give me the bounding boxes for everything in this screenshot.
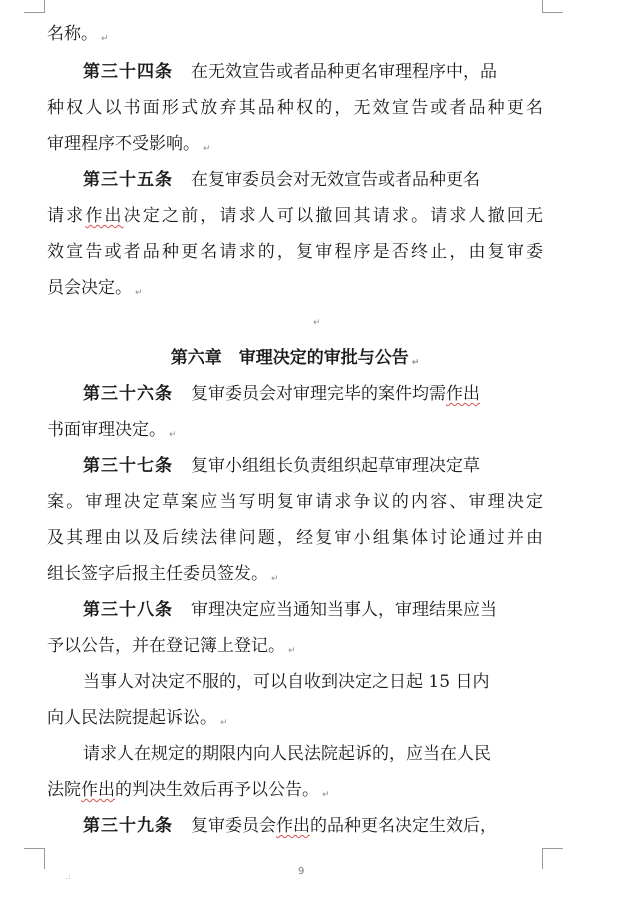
spellcheck-underline: 作出 xyxy=(85,206,124,226)
article-37-label: 第三十七条 xyxy=(83,456,173,476)
paragraph-mark-icon: ↵ xyxy=(271,574,279,584)
paragraph-mark-icon: ↵ xyxy=(169,430,177,440)
article-37-line-2: 案。审理决定草案应当写明复审请求争议的内容、审理决定 xyxy=(47,492,543,512)
article-38-line-2: 予以公告，并在登记簿上登记。 ↵ xyxy=(47,636,296,656)
paragraph-mark-icon: ↵ xyxy=(322,790,330,800)
article-39-label: 第三十九条 xyxy=(83,816,173,836)
paragraph-mark-icon: ↵ xyxy=(288,646,296,656)
chapter-6-heading: 第六章 审理决定的审批与公告 ↵ xyxy=(170,348,420,368)
article-34-line-3: 审理程序不受影响。 ↵ xyxy=(47,134,211,154)
article-34-label: 第三十四条 xyxy=(83,62,173,82)
margin-corner-top-left xyxy=(24,0,45,13)
article-34-line-2: 种权人以书面形式放弃其品种权的，无效宣告或者品种更名 xyxy=(47,98,543,118)
empty-paragraph-mark-icon: ↵ xyxy=(313,318,321,328)
paragraph-mark-icon: ↵ xyxy=(101,34,109,44)
article-35-line-1: 第三十五条 在复审委员会对无效宣告或者品种更名 xyxy=(83,170,480,190)
article-36-line-1: 第三十六条 复审委员会对审理完毕的案件均需作出 xyxy=(83,384,480,404)
article-38-line-1: 第三十八条 审理决定应当通知当事人，审理结果应当 xyxy=(83,600,497,620)
page-number: 9 xyxy=(298,866,305,877)
article-37-line-1: 第三十七条 复审小组组长负责组织起草审理决定草 xyxy=(83,456,480,476)
court-paragraph-1-line-2: 向人民法院提起诉讼。 ↵ xyxy=(47,708,228,728)
text-line: 名称。 ↵ xyxy=(47,24,109,44)
paragraph-mark-icon: ↵ xyxy=(411,358,420,368)
spellcheck-underline: 作出 xyxy=(276,816,310,836)
article-35-line-4: 员会决定。 ↵ xyxy=(47,278,143,298)
article-38-label: 第三十八条 xyxy=(83,600,173,620)
article-36-line-2: 书面审理决定。 ↵ xyxy=(47,420,177,440)
article-34-line-1: 第三十四条 在无效宣告或者品种更名审理程序中，品 xyxy=(83,62,497,82)
court-paragraph-2-line-1: 请求人在规定的期限内向人民法院起诉的，应当在人民 xyxy=(83,744,491,764)
court-paragraph-2-line-2: 法院作出的判决生效后再予以公告。 ↵ xyxy=(47,780,330,800)
paragraph-mark-icon: ↵ xyxy=(135,288,143,298)
footer-mark: .: xyxy=(66,873,71,881)
article-39-line-1: 第三十九条 复审委员会作出的品种更名决定生效后， xyxy=(83,816,497,836)
article-35-line-2: 请求作出决定之前，请求人可以撤回其请求。请求人撤回无 xyxy=(47,206,544,226)
spellcheck-underline: 作出 xyxy=(446,384,480,404)
margin-corner-bottom-left xyxy=(24,848,45,869)
paragraph-mark-icon: ↵ xyxy=(220,718,228,728)
article-35-label: 第三十五条 xyxy=(83,170,173,190)
spellcheck-underline: 作出 xyxy=(81,780,115,800)
court-paragraph-1-line-1: 当事人对决定不服的，可以自收到决定之日起 15 日内 xyxy=(83,672,490,692)
margin-corner-top-right xyxy=(542,0,563,13)
paragraph-mark-icon: ↵ xyxy=(203,144,211,154)
article-37-line-3: 及其理由以及后续法律问题，经复审小组集体讨论通过并由 xyxy=(47,528,543,548)
article-35-line-3: 效宣告或者品种更名请求的，复审程序是否终止，由复审委 xyxy=(47,242,543,262)
article-36-label: 第三十六条 xyxy=(83,384,173,404)
margin-corner-bottom-right xyxy=(542,848,563,869)
article-37-line-4: 组长签字后报主任委员签发。 ↵ xyxy=(47,564,279,584)
